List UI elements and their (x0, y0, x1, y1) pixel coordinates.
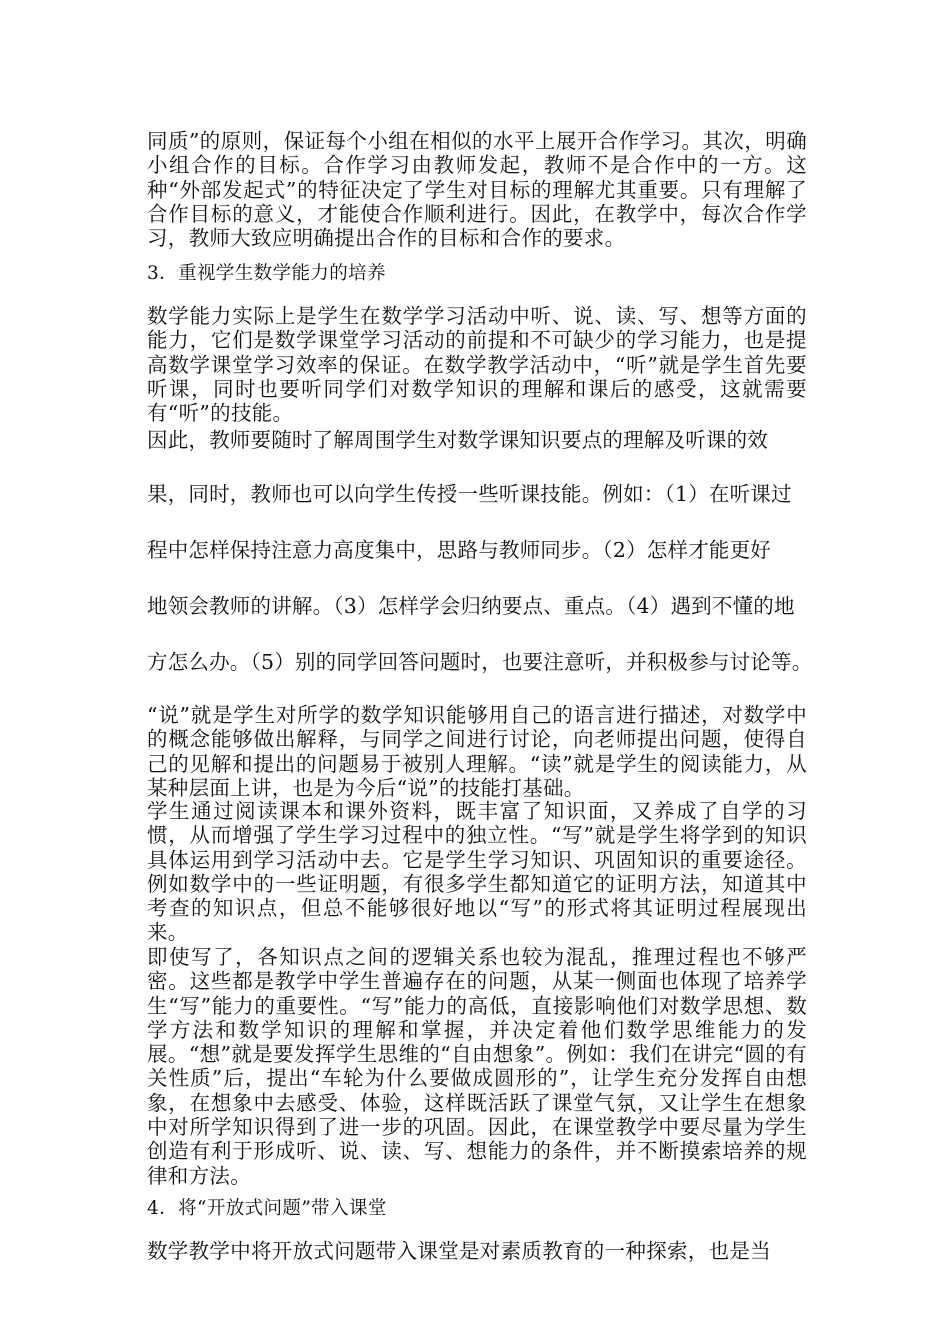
paragraph-line-3: 程中怎样保持注意力高度集中，思路与教师同步。（2）怎样才能更好 (147, 538, 771, 562)
section-heading-3: 3．重视学生数学能力的培养 (147, 263, 386, 284)
paragraph-line-1: 因此，教师要随时了解周围学生对数学课知识要点的理解及听课的效 (147, 428, 768, 452)
paragraph-speaking-reading: “说”就是学生对所学的数学知识能够用自己的语言进行描述，对数学中的概念能够做出解释，与同学之间进行讨论，向老师提出问题，使得自己的见解和提出的问题易于被别人理解。“读”就是学生的阅读能力，从某种层面上讲，也是为今后“说”的技能打基础。 (147, 703, 807, 800)
paragraph-line-5: 方怎么办。（5）别的同学回答问题时，也要注意听，并积极参与讨论等。 (147, 650, 813, 674)
paragraph-line-2: 果，同时，教师也可以向学生传授一些听课技能。例如：（1）在听课过 (147, 482, 792, 506)
paragraph-writing-thinking: 即使写了，各知识点之间的逻辑关系也较为混乱，推理过程也不够严密。这些都是教学中学生普遍存在的问题，从某一侧面也体现了培养学生“写”能力的重要性。“写”能力的高低，直接影响他们对数学思想、数学方法和数学知识的理解和掌握，并决定着他们数学思维能力的发展。“想”就是要发挥学生思维的“自由想象”。例如：我们在讲完“圆的有关性质”后，提出“车轮为什么要做成圆形的”，让学生充分发挥自由想象，在想象中去感受、体验，这样既活跃了课堂气氛，又让学生在想象中对所学知识得到了进一步的巩固。因此，在课堂教学中要尽量为学生创造有利于形成听、说、读、写、想能力的条件，并不断摸索培养的规律和方法。 (147, 945, 807, 1188)
paragraph-open-questions: 数学教学中将开放式问题带入课堂是对素质教育的一种探索，也是当 (147, 1239, 771, 1263)
paragraph-reading-writing: 学生通过阅读课本和课外资料，既丰富了知识面，又养成了自学的习惯，从而增强了学生学习过程中的独立性。“写”就是学生将学到的知识具体运用到学习活动中去。它是学生学习知识、巩固知识的重要途径。例如数学中的一些证明题，有很多学生都知道它的证明方法，知道其中考查的知识点，但总不能够很好地以“写”的形式将其证明过程展现出来。 (147, 799, 807, 945)
paragraph-math-ability-listening: 数学能力实际上是学生在数学学习活动中听、说、读、写、想等方面的能力，它们是数学课堂学习活动的前提和不可缺少的学习能力，也是提高数学课堂学习效率的保证。在数学教学活动中，“听”就是学生首先要听课，同时也要听同学们对数学知识的理解和课后的感受，这就需要有“听”的技能。 (147, 304, 807, 426)
paragraph-cooperation-goals: 同质”的原则，保证每个小组在相似的水平上展开合作学习。其次，明确小组合作的目标。合作学习由教师发起，教师不是合作中的一方。这种“外部发起式”的特征决定了学生对目标的理解尤其重要。只有理解了合作目标的意义，才能使合作顺利进行。因此，在教学中，每次合作学习，教师大致应明确提出合作的目标和合作的要求。 (147, 129, 807, 251)
paragraph-line-4: 地领会教师的讲解。（3）怎样学会归纳要点、重点。（4）遇到不懂的地 (147, 594, 795, 618)
section-heading-4: 4．将“开放式问题”带入课堂 (147, 1198, 387, 1219)
